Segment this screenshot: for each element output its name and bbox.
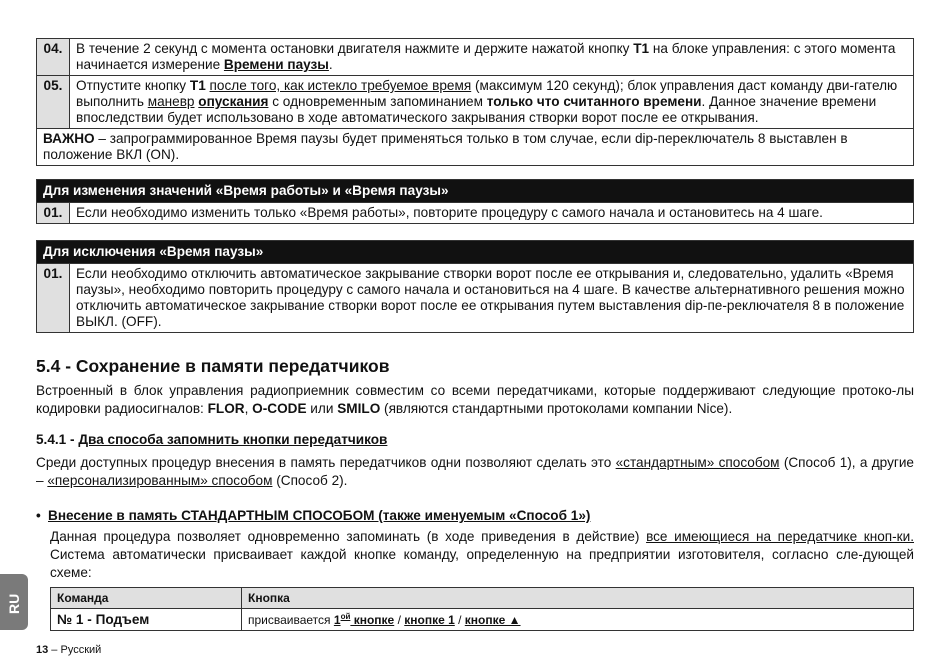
disable-pause-table	[36, 240, 914, 333]
text-run: (Способ 1), а другие –	[36, 455, 914, 488]
bullet-icon: •	[36, 508, 41, 523]
step-row	[37, 264, 914, 333]
text-run: В течение 2 секунд с момента остановки двигателя нажмите и держите нажатой кнопку	[76, 41, 634, 56]
step-row	[37, 203, 914, 224]
step-row	[37, 39, 914, 76]
step-text: Если необходимо изменить только «Время работы», повторите процедуру с самого начала и остановитесь на 4 шаге.	[70, 203, 914, 224]
subsection-number: 5.4.1 -	[36, 432, 79, 447]
table-header: Для исключения «Время паузы»	[37, 241, 914, 264]
method1-heading	[36, 508, 590, 523]
text-run: маневр	[147, 94, 195, 109]
step-number: 04.	[37, 39, 70, 76]
command-cell: № 1 - Подъем	[51, 609, 242, 631]
step-text: Если необходимо отключить автоматическое закрывание створки ворот после ее открывания и, следовательно, удалить «Время паузы», необходимо повторить процедуру с самого начала и остановиться на 4 шаге. В качестве альтернативного решения можно отключить автоматическое закрывание створки ворот после ее открывания путем выставления dip-пе-реключателя 8 в положение ВЫКЛ. (OFF).	[70, 264, 914, 333]
step-row	[37, 76, 914, 129]
text-run: опускания	[198, 94, 269, 109]
method1-text	[50, 528, 914, 582]
text-run: «стандартным» способом	[615, 455, 780, 470]
section-intro	[36, 382, 914, 418]
text-run: Система автоматически присваивает каждой кнопке команду, определенную на предприятии изготовителя, согласно сле-дующей схеме:	[50, 547, 914, 580]
text-run: (являются стандартными протоколами компании Nice).	[380, 401, 733, 416]
subsection-title	[36, 432, 387, 447]
text-run: . Данное значение времени впоследствии будет использовано в ходе автоматического закрывания створки ворот после ее открывания.	[76, 94, 877, 125]
command-table-header	[51, 588, 914, 609]
command-table	[50, 587, 914, 631]
text-run: 1	[333, 613, 341, 627]
text-run: FLOR	[207, 401, 245, 416]
text-run: Времени паузы	[223, 57, 329, 72]
text-run: или	[306, 401, 338, 416]
footer-language: Русский	[60, 644, 102, 656]
table-header: Для изменения значений «Время работы» и «Время паузы»	[37, 180, 914, 203]
note-label: ВАЖНО	[43, 131, 95, 146]
text-run: кнопке	[350, 613, 395, 627]
note-text: – запрограммированное Время паузы будет применяться только в том случае, если dip-переключатель 8 выставлен в положение ВКЛ (ON).	[43, 131, 848, 162]
subsection-text	[36, 454, 914, 490]
footer-separator: –	[48, 644, 61, 656]
step-number: 01.	[37, 203, 70, 224]
column-header-command: Команда	[51, 588, 242, 609]
text-run: T1	[633, 41, 650, 56]
language-tab-label: RU	[6, 593, 22, 614]
language-tab	[0, 574, 28, 630]
text-run: O-CODE	[252, 401, 307, 416]
method1-title: Внесение в память СТАНДАРТНЫМ СПОСОБОМ (также именуемым «Способ 1»)	[48, 508, 591, 523]
text-run: все имеющиеся на передатчике кноп-ки.	[646, 529, 914, 544]
text-run: /	[394, 613, 405, 627]
change-times-table	[36, 179, 914, 224]
section-title: 5.4 - Сохранение в памяти передатчиков	[36, 356, 390, 376]
note-row	[37, 129, 914, 166]
text-run: (Способ 2).	[272, 473, 348, 488]
text-run: Встроенный в блок управления радиоприемник совместим со всеми передатчиками, которые поддерживают следующие протоко-лы кодировки радиосигналов:	[36, 383, 914, 416]
text-run: присваивается	[248, 613, 334, 627]
subsection-title-text: Два способа запомнить кнопки передатчиков	[78, 432, 388, 447]
text-run: (максимум 120 секунд); блок управления даст команду дви-гателю выполнить	[76, 78, 898, 109]
text-run: на блоке управления: с этого момента начинается измерение	[76, 41, 896, 72]
text-run: SMILO	[337, 401, 381, 416]
text-run: с одновременным запоминанием	[268, 94, 487, 109]
text-run: кнопке 1	[404, 613, 455, 627]
text-run: ,	[244, 401, 253, 416]
steps-table	[36, 38, 914, 166]
table-row	[51, 609, 914, 631]
text-run: Среди доступных процедур внесения в память передатчиков одни позволяют сделать это	[36, 455, 616, 470]
text-run: кнопке ▲	[464, 613, 521, 627]
important-note	[37, 129, 914, 166]
step-text	[70, 76, 914, 129]
text-run: .	[328, 57, 333, 72]
text-run: T1	[189, 78, 206, 93]
step-number: 01.	[37, 264, 70, 333]
text-run: после того, как истекло требуемое время	[209, 78, 472, 93]
text-run: ой	[340, 612, 351, 621]
step-text	[70, 39, 914, 76]
text-run: Отпустите кнопку	[76, 78, 190, 93]
column-header-button: Кнопка	[242, 588, 914, 609]
text-run: только что считанного времени	[486, 94, 702, 109]
page-number: 13	[36, 644, 49, 656]
step-number: 05.	[37, 76, 70, 129]
text-run: Данная процедура позволяет одновременно запоминать (в ходе приведения в действие)	[50, 529, 647, 544]
text-run: /	[454, 613, 465, 627]
button-cell	[242, 609, 914, 631]
page-footer	[36, 644, 101, 656]
text-run: «персонализированным» способом	[47, 473, 273, 488]
